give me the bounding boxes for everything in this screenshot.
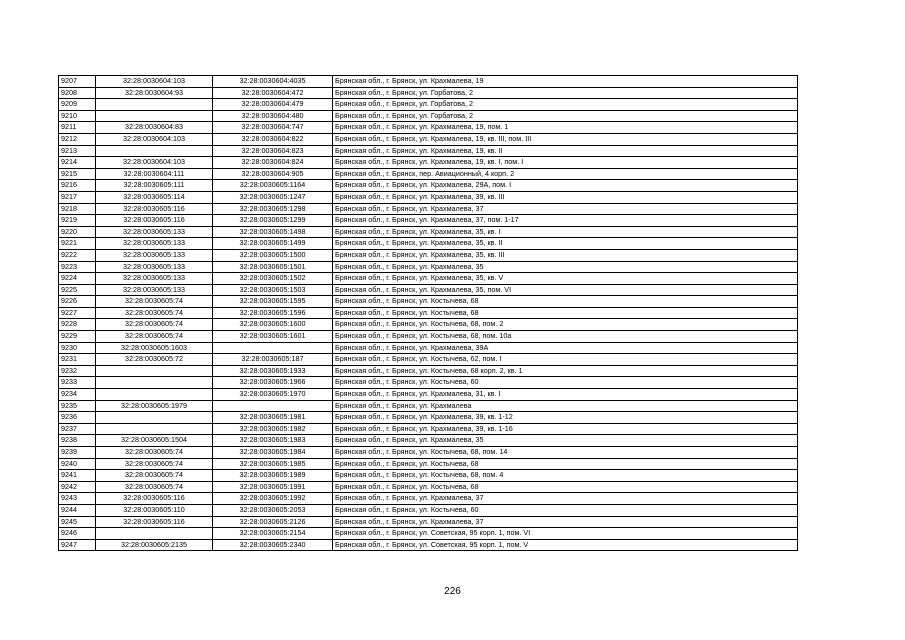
parcel-cadastral-number-cell: 32:28:0030605:74 [96,447,213,459]
row-number-cell: 9235 [59,400,96,412]
object-cadastral-number-cell: 32:28:0030605:2340 [213,539,333,551]
parcel-cadastral-number-cell: 32:28:0030605:72 [96,354,213,366]
row-number-cell: 9224 [59,273,96,285]
object-cadastral-number-cell: 32:28:0030604:747 [213,122,333,134]
registry-table-body [59,76,798,551]
parcel-cadastral-number-cell: 32:28:0030604:111 [96,168,213,180]
table-row [59,133,798,145]
table-row [59,99,798,111]
object-cadastral-number-cell: 32:28:0030605:1500 [213,249,333,261]
row-number-cell: 9244 [59,504,96,516]
address-cell: Брянская обл., г. Брянск, ул. Крахмалева, 35, кв. III [333,249,798,261]
object-cadastral-number-cell: 32:28:0030605:1298 [213,203,333,215]
row-number-cell: 9212 [59,133,96,145]
row-number-cell: 9237 [59,423,96,435]
table-row [59,423,798,435]
address-cell: Брянская обл., г. Брянск, ул. Крахмалева, 19, кв. III, пом. III [333,133,798,145]
row-number-cell: 9242 [59,481,96,493]
table-row [59,307,798,319]
address-cell: Брянская обл., г. Брянск, ул. Крахмалева, 37, пом. 1-17 [333,215,798,227]
row-number-cell: 9240 [59,458,96,470]
parcel-cadastral-number-cell: 32:28:0030605:74 [96,307,213,319]
parcel-cadastral-number-cell: 32:28:0030605:74 [96,458,213,470]
parcel-cadastral-number-cell: 32:28:0030605:116 [96,516,213,528]
table-row [59,354,798,366]
object-cadastral-number-cell: 32:28:0030605:1983 [213,435,333,447]
table-row [59,493,798,505]
row-number-cell: 9229 [59,331,96,343]
parcel-cadastral-number-cell: 32:28:0030604:103 [96,76,213,88]
address-cell: Брянская обл., г. Брянск, ул. Костычева, 68, пом. 4 [333,470,798,482]
table-row [59,539,798,551]
table-row [59,110,798,122]
table-row [59,168,798,180]
row-number-cell: 9219 [59,215,96,227]
table-row [59,389,798,401]
address-cell: Брянская обл., г. Брянск, ул. Костычева, 68 [333,307,798,319]
table-row [59,458,798,470]
parcel-cadastral-number-cell: 32:28:0030605:133 [96,249,213,261]
row-number-cell: 9239 [59,447,96,459]
table-row [59,481,798,493]
parcel-cadastral-number-cell: 32:28:0030605:116 [96,215,213,227]
table-row [59,180,798,192]
row-number-cell: 9236 [59,412,96,424]
parcel-cadastral-number-cell: 32:28:0030605:74 [96,319,213,331]
page-number: 226 [444,586,461,597]
parcel-cadastral-number-cell [96,389,213,401]
address-cell: Брянская обл., г. Брянск, ул. Советская, 95 корп. 1, пом. VI [333,528,798,540]
parcel-cadastral-number-cell [96,110,213,122]
parcel-cadastral-number-cell: 32:28:0030605:116 [96,493,213,505]
parcel-cadastral-number-cell: 32:28:0030605:116 [96,203,213,215]
address-cell: Брянская обл., г. Брянск, ул. Крахмалева, 35 [333,261,798,273]
row-number-cell: 9222 [59,249,96,261]
row-number-cell: 9216 [59,180,96,192]
parcel-cadastral-number-cell [96,423,213,435]
address-cell: Брянская обл., г. Брянск, ул. Горбатова, 2 [333,87,798,99]
object-cadastral-number-cell: 32:28:0030605:1985 [213,458,333,470]
row-number-cell: 9218 [59,203,96,215]
object-cadastral-number-cell: 32:28:0030604:822 [213,133,333,145]
address-cell: Брянская обл., г. Брянск, ул. Костычева, 68 [333,481,798,493]
table-row [59,470,798,482]
row-number-cell: 9215 [59,168,96,180]
object-cadastral-number-cell: 32:28:0030605:1247 [213,191,333,203]
row-number-cell: 9234 [59,389,96,401]
table-row [59,528,798,540]
address-cell: Брянская обл., г. Брянск, ул. Костычева, 68 [333,458,798,470]
row-number-cell: 9227 [59,307,96,319]
parcel-cadastral-number-cell: 32:28:0030605:74 [96,331,213,343]
address-cell: Брянская обл., г. Брянск, ул. Горбатова, 2 [333,110,798,122]
table-row [59,261,798,273]
parcel-cadastral-number-cell: 32:28:0030605:74 [96,296,213,308]
address-cell: Брянская обл., г. Брянск, ул. Крахмалева, 31, кв. I [333,389,798,401]
object-cadastral-number-cell: 32:28:0030605:1164 [213,180,333,192]
address-cell: Брянская обл., г. Брянск, ул. Крахмалева [333,400,798,412]
parcel-cadastral-number-cell: 32:28:0030605:133 [96,238,213,250]
table-row [59,226,798,238]
parcel-cadastral-number-cell: 32:28:0030604:83 [96,122,213,134]
row-number-cell: 9231 [59,354,96,366]
parcel-cadastral-number-cell [96,365,213,377]
row-number-cell: 9246 [59,528,96,540]
parcel-cadastral-number-cell: 32:28:0030605:2135 [96,539,213,551]
table-row [59,331,798,343]
parcel-cadastral-number-cell [96,528,213,540]
parcel-cadastral-number-cell: 32:28:0030604:103 [96,157,213,169]
table-row [59,435,798,447]
address-cell: Брянская обл., г. Брянск, ул. Костычева, 68 [333,296,798,308]
object-cadastral-number-cell: 32:28:0030604:905 [213,168,333,180]
object-cadastral-number-cell: 32:28:0030605:1503 [213,284,333,296]
object-cadastral-number-cell: 32:28:0030604:480 [213,110,333,122]
object-cadastral-number-cell: 32:28:0030605:1991 [213,481,333,493]
table-row [59,249,798,261]
row-number-cell: 9247 [59,539,96,551]
table-row [59,296,798,308]
parcel-cadastral-number-cell: 32:28:0030605:110 [96,504,213,516]
address-cell: Брянская обл., г. Брянск, пер. Авиационный, 4 корп. 2 [333,168,798,180]
address-cell: Брянская обл., г. Брянск, ул. Крахмалева, 39, кв. 1-16 [333,423,798,435]
address-cell: Брянская обл., г. Брянск, ул. Крахмалева, 35, пом. VI [333,284,798,296]
row-number-cell: 9232 [59,365,96,377]
parcel-cadastral-number-cell [96,377,213,389]
object-cadastral-number-cell [213,400,333,412]
table-row [59,145,798,157]
address-cell: Брянская обл., г. Брянск, ул. Крахмалева, 37 [333,203,798,215]
object-cadastral-number-cell: 32:28:0030605:1502 [213,273,333,285]
table-row [59,284,798,296]
table-row [59,342,798,354]
table-row [59,377,798,389]
table-row [59,516,798,528]
object-cadastral-number-cell: 32:28:0030605:1989 [213,470,333,482]
object-cadastral-number-cell: 32:28:0030605:1981 [213,412,333,424]
table-row [59,238,798,250]
address-cell: Брянская обл., г. Брянск, ул. Костычева, 60 [333,377,798,389]
address-cell: Брянская обл., г. Брянск, ул. Костычева, 68, пом. 14 [333,447,798,459]
object-cadastral-number-cell: 32:28:0030605:1501 [213,261,333,273]
parcel-cadastral-number-cell: 32:28:0030605:74 [96,481,213,493]
address-cell: Брянская обл., г. Брянск, ул. Крахмалева, 35, кв. II [333,238,798,250]
parcel-cadastral-number-cell: 32:28:0030604:103 [96,133,213,145]
address-cell: Брянская обл., г. Брянск, ул. Крахмалева, 39, кв. III [333,191,798,203]
row-number-cell: 9210 [59,110,96,122]
object-cadastral-number-cell: 32:28:0030605:2154 [213,528,333,540]
row-number-cell: 9221 [59,238,96,250]
row-number-cell: 9217 [59,191,96,203]
row-number-cell: 9214 [59,157,96,169]
address-cell: Брянская обл., г. Брянск, ул. Крахмалева, 39, кв. 1-12 [333,412,798,424]
object-cadastral-number-cell: 32:28:0030605:1499 [213,238,333,250]
address-cell: Брянская обл., г. Брянск, ул. Крахмалева, 35, кв. I [333,226,798,238]
parcel-cadastral-number-cell: 32:28:0030605:111 [96,180,213,192]
row-number-cell: 9238 [59,435,96,447]
parcel-cadastral-number-cell: 32:28:0030605:133 [96,226,213,238]
parcel-cadastral-number-cell: 32:28:0030605:74 [96,470,213,482]
row-number-cell: 9213 [59,145,96,157]
address-cell: Брянская обл., г. Брянск, ул. Крахмалева, 37 [333,516,798,528]
row-number-cell: 9209 [59,99,96,111]
address-cell: Брянская обл., г. Брянск, ул. Крахмалева, 19, пом. 1 [333,122,798,134]
table-row [59,157,798,169]
object-cadastral-number-cell: 32:28:0030605:1600 [213,319,333,331]
row-number-cell: 9223 [59,261,96,273]
object-cadastral-number-cell: 32:28:0030605:1595 [213,296,333,308]
address-cell: Брянская обл., г. Брянск, ул. Горбатова, 2 [333,99,798,111]
object-cadastral-number-cell: 32:28:0030605:1933 [213,365,333,377]
table-row [59,87,798,99]
parcel-cadastral-number-cell: 32:28:0030605:133 [96,261,213,273]
table-row [59,400,798,412]
object-cadastral-number-cell: 32:28:0030604:479 [213,99,333,111]
object-cadastral-number-cell: 32:28:0030605:1984 [213,447,333,459]
row-number-cell: 9230 [59,342,96,354]
row-number-cell: 9208 [59,87,96,99]
object-cadastral-number-cell: 32:28:0030605:2126 [213,516,333,528]
row-number-cell: 9211 [59,122,96,134]
address-cell: Брянская обл., г. Брянск, ул. Костычева, 62, пом. I [333,354,798,366]
parcel-cadastral-number-cell [96,412,213,424]
object-cadastral-number-cell: 32:28:0030604:824 [213,157,333,169]
address-cell: Брянская обл., г. Брянск, ул. Костычева, 68 корп. 2, кв. 1 [333,365,798,377]
table-row [59,365,798,377]
address-cell: Брянская обл., г. Брянск, ул. Костычева, 60 [333,504,798,516]
table-row [59,215,798,227]
object-cadastral-number-cell: 32:28:0030605:1601 [213,331,333,343]
object-cadastral-number-cell: 32:28:0030605:1992 [213,493,333,505]
row-number-cell: 9207 [59,76,96,88]
address-cell: Брянская обл., г. Брянск, ул. Крахмалева, 19, кв. II [333,145,798,157]
address-cell: Брянская обл., г. Брянск, ул. Крахмалева, 19 [333,76,798,88]
table-row [59,191,798,203]
address-cell: Брянская обл., г. Брянск, ул. Костычева, 68, пом. 10а [333,331,798,343]
parcel-cadastral-number-cell: 32:28:0030605:133 [96,273,213,285]
row-number-cell: 9220 [59,226,96,238]
address-cell: Брянская обл., г. Брянск, ул. Костычева, 68, пом. 2 [333,319,798,331]
address-cell: Брянская обл., г. Брянск, ул. Крахмалева, 37 [333,493,798,505]
row-number-cell: 9243 [59,493,96,505]
row-number-cell: 9245 [59,516,96,528]
table-row [59,447,798,459]
object-cadastral-number-cell [213,342,333,354]
table-row [59,412,798,424]
row-number-cell: 9228 [59,319,96,331]
parcel-cadastral-number-cell: 32:28:0030605:1603 [96,342,213,354]
parcel-cadastral-number-cell: 32:28:0030605:114 [96,191,213,203]
address-cell: Брянская обл., г. Брянск, ул. Крахмалева, 35, кв. V [333,273,798,285]
table-row [59,76,798,88]
address-cell: Брянская обл., г. Брянск, ул. Крахмалева, 29А, пом. I [333,180,798,192]
table-row [59,319,798,331]
parcel-cadastral-number-cell: 32:28:0030605:133 [96,284,213,296]
row-number-cell: 9226 [59,296,96,308]
address-cell: Брянская обл., г. Брянск, ул. Советская, 95 корп. 1, пом. V [333,539,798,551]
object-cadastral-number-cell: 32:28:0030605:1970 [213,389,333,401]
parcel-cadastral-number-cell: 32:28:0030604:93 [96,87,213,99]
cadastral-registry-table [58,75,798,551]
object-cadastral-number-cell: 32:28:0030604:823 [213,145,333,157]
object-cadastral-number-cell: 32:28:0030605:1966 [213,377,333,389]
address-cell: Брянская обл., г. Брянск, ул. Крахмалева, 39А [333,342,798,354]
row-number-cell: 9233 [59,377,96,389]
parcel-cadastral-number-cell: 32:28:0030605:1979 [96,400,213,412]
object-cadastral-number-cell: 32:28:0030605:1982 [213,423,333,435]
table-row [59,504,798,516]
address-cell: Брянская обл., г. Брянск, ул. Крахмалева, 35 [333,435,798,447]
object-cadastral-number-cell: 32:28:0030604:472 [213,87,333,99]
object-cadastral-number-cell: 32:28:0030605:1299 [213,215,333,227]
object-cadastral-number-cell: 32:28:0030605:2053 [213,504,333,516]
parcel-cadastral-number-cell [96,99,213,111]
object-cadastral-number-cell: 32:28:0030605:187 [213,354,333,366]
table-row [59,273,798,285]
row-number-cell: 9225 [59,284,96,296]
parcel-cadastral-number-cell: 32:28:0030605:1504 [96,435,213,447]
table-row [59,122,798,134]
address-cell: Брянская обл., г. Брянск, ул. Крахмалева, 19, кв. I, пом. I [333,157,798,169]
table-row [59,203,798,215]
object-cadastral-number-cell: 32:28:0030605:1498 [213,226,333,238]
object-cadastral-number-cell: 32:28:0030605:1596 [213,307,333,319]
object-cadastral-number-cell: 32:28:0030604:4035 [213,76,333,88]
row-number-cell: 9241 [59,470,96,482]
parcel-cadastral-number-cell [96,145,213,157]
